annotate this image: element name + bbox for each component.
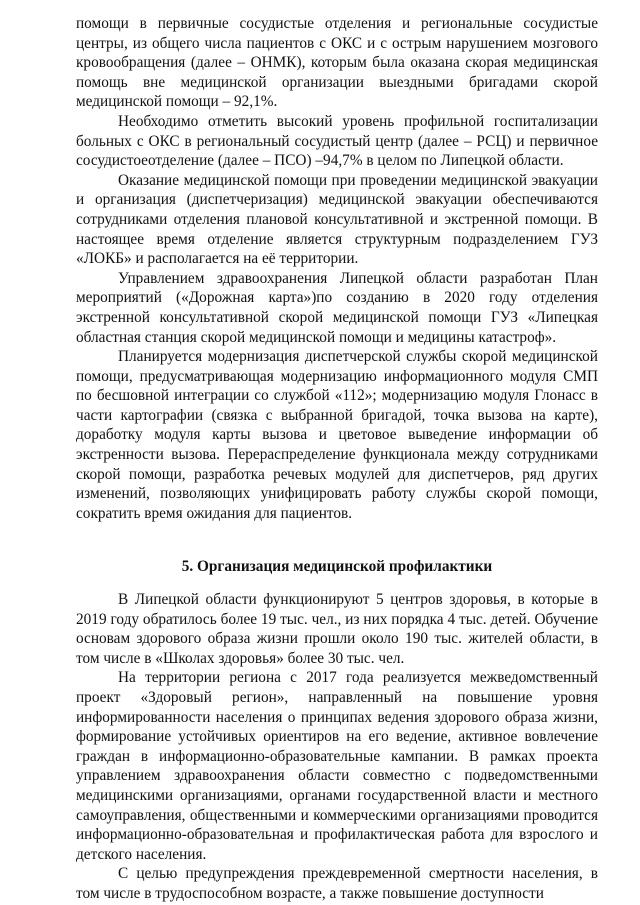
paragraph-modernization: Планируется модернизация диспетчерской службы скорой медицинской помощи, предусматривающая модернизацию информационного модуля СМП по бесшовной интеграции со службой «112»; модернизацию модуля Глонасс в части картографии (связка с выбранной бригадой, точка вызова на карте), доработку модуля карты вызова и цветовое выведение информации об экстренности вызова. Перераспределение функционала между сотрудниками скорой помощи, разработка речевых модулей для диспетчеров, ряд других изменений, позволяющих унифицировать работу службы скорой помощи, сократить время ожидания для пациентов. <box>76 348 598 522</box>
paragraph-evacuation: Оказание медицинской помощи при проведении медицинской эвакуации и организация (диспетчеризация) медицинской эвакуации обеспечиваются сотрудниками отделения плановой консультативной и экстренной помощи. В настоящее время отделение является структурным подразделением ГУЗ «ЛОКБ» и располагается на её территории. <box>76 171 598 268</box>
document-page <box>76 14 598 904</box>
paragraph-roadmap: Управлением здравоохранения Липецкой области разработан План мероприятий («Дорожная карта»)по созданию в 2020 году отделения экстренной консультативной скорой медицинской помощи ГУЗ «Липецкая областная станция скорой медицинской помощи и медицины катастроф». <box>76 269 598 346</box>
paragraph-hospitalization: Необходимо отметить высокий уровень профильной госпитализации больных с ОКС в региональный сосудистый центр (далее – РСЦ) и первичное сосудистоеотделение (далее – ПСО) –94,7% в целом по Липецкой области. <box>76 112 598 170</box>
paragraph-health-centers: В Липецкой области функционируют 5 центров здоровья, в которые в 2019 году обратилось более 19 тыс. чел., из них порядка 4 тыс. детей. Обучение основам здорового образа жизни прошли около 190 тыс. жителей области, в том числе в «Школах здоровья» более 30 тыс. чел. <box>76 591 598 667</box>
section-spacer <box>76 523 598 557</box>
paragraph-continuation: помощи в первичные сосудистые отделения и региональные сосудистые центры, из общего числа пациентов с ОКС и с острым нарушением мозгового кровообращения (далее – ОНМК), которым была оказана скорая медицинская помощь вне медицинской организации выездными бригадами скорой медицинской помощи – 92,1%. <box>76 15 598 111</box>
paragraph-healthy-region: На территории региона с 2017 года реализуется межведомственный проект «Здоровый регион», направленный на повышение уровня информированности населения о принципах ведения здорового образа жизни, формирование устойчивых ориентиров на его ведение, активное вовлечение граждан в информационно-образовательные кампании. В рамках проекта управлением здравоохранения области совместно с подведомственными медицинскими организациями, органами государственной власти и местного самоуправления, общественными и коммерческими организациями проводится информационно-образовательная и профилактическая работа для взрослого и детского населения. <box>76 669 598 863</box>
paragraph-mortality: С целью предупреждения преждевременной смертности населения, в том числе в трудоспособном возрасте, а также повышение доступности <box>76 865 598 902</box>
section-heading: 5. Организация медицинской профилактики <box>181 558 493 576</box>
